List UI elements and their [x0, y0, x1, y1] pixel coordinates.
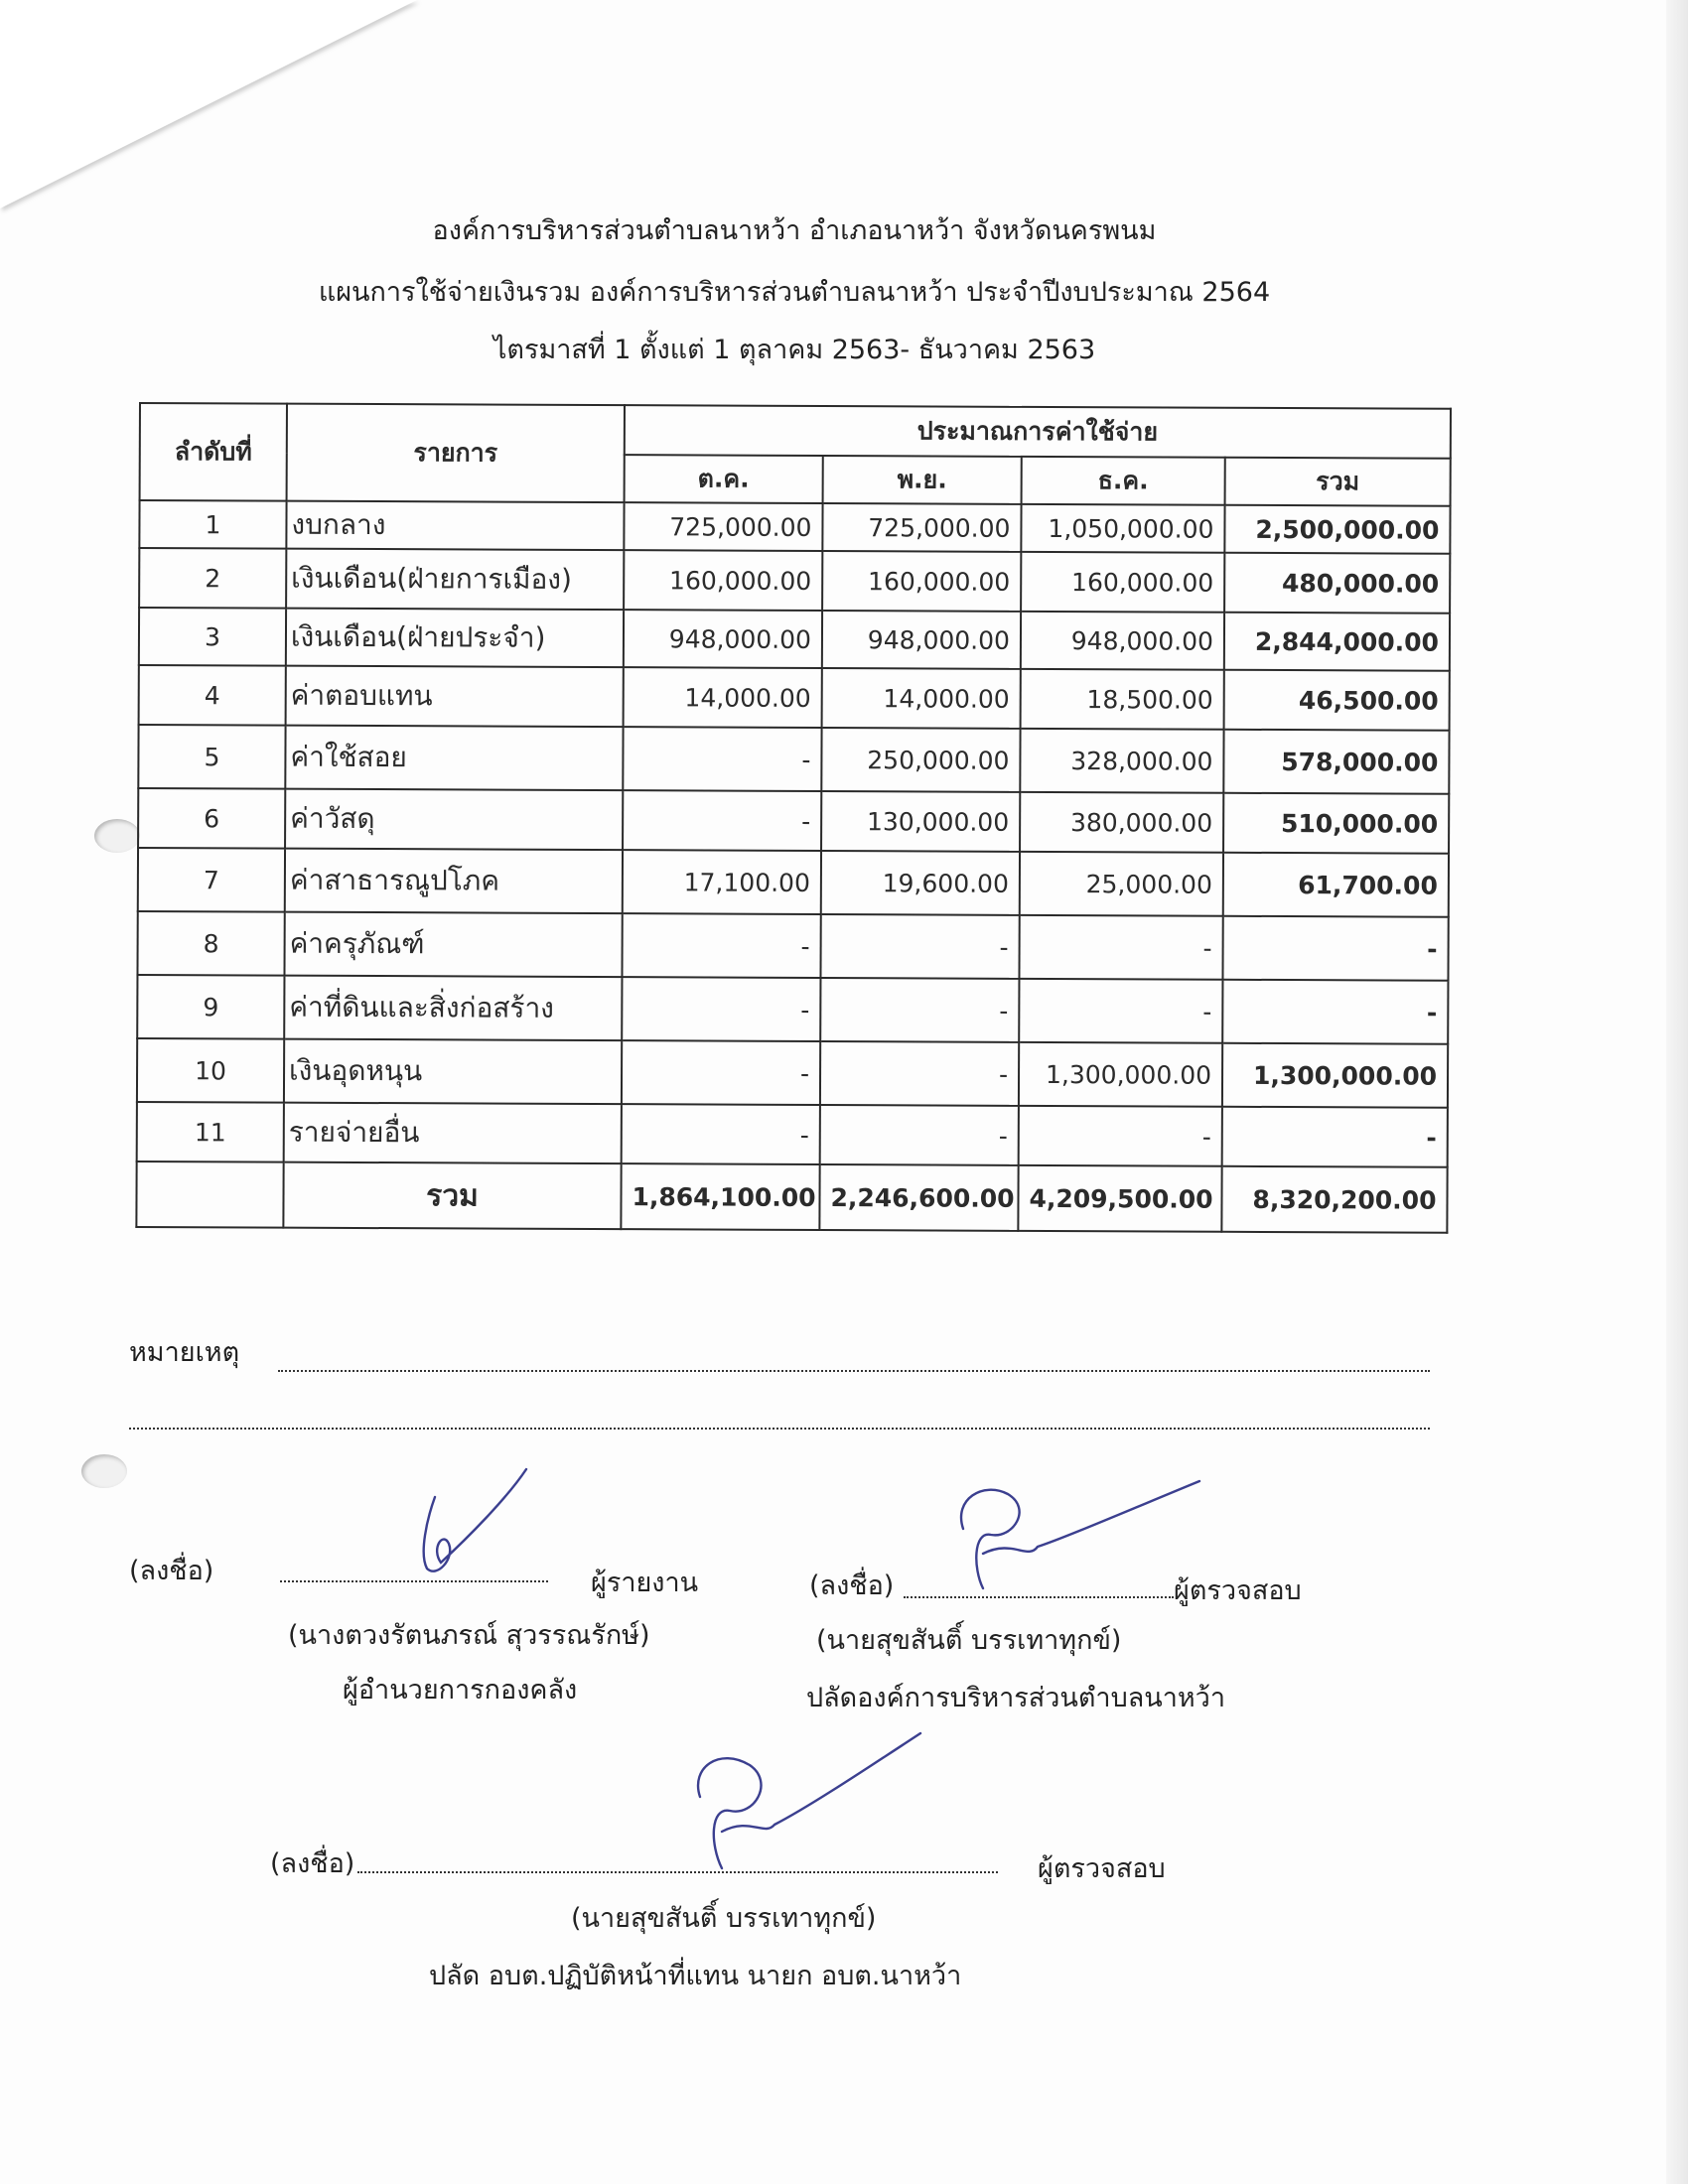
table-row — [137, 911, 1448, 981]
table-row — [138, 848, 1449, 917]
sum-oct: 1,864,100.00 — [621, 1163, 819, 1230]
row-nov: - — [820, 1105, 1019, 1165]
table-row — [138, 788, 1449, 854]
row-oct: 17,100.00 — [623, 850, 821, 914]
row-total: 480,000.00 — [1224, 553, 1450, 614]
approver-position: ปลัด อบต.ปฏิบัติหน้าที่แทน นายก อบต.นาหว้า — [429, 1961, 962, 1991]
row-total: - — [1222, 916, 1448, 981]
row-item: รายจ่ายอื่น — [284, 1103, 622, 1163]
row-total: 2,844,000.00 — [1224, 613, 1450, 671]
row-nov: 19,600.00 — [821, 851, 1020, 915]
row-nov: - — [820, 978, 1019, 1042]
reporter-sign-prefix: (ลงชื่อ) — [129, 1556, 214, 1586]
punch-hole-bottom — [81, 1454, 127, 1488]
row-oct: - — [623, 727, 821, 791]
row-dec: 948,000.00 — [1021, 612, 1224, 670]
row-index: 4 — [139, 665, 286, 726]
row-oct: 14,000.00 — [624, 667, 822, 728]
row-dec: 18,500.00 — [1021, 669, 1224, 730]
table-row — [137, 1038, 1448, 1108]
col-header-oct: ต.ค. — [625, 455, 823, 503]
row-oct: 160,000.00 — [624, 550, 822, 611]
row-dec: 160,000.00 — [1021, 552, 1224, 613]
table-row — [139, 608, 1450, 671]
row-oct: - — [622, 977, 820, 1041]
row-total: 578,000.00 — [1223, 730, 1449, 794]
row-index: 8 — [137, 911, 284, 976]
row-oct: - — [622, 1104, 820, 1164]
checker-name: (นายสุขสันติ์ บรรเทาทุกข์) — [816, 1625, 1122, 1656]
row-index: 6 — [138, 788, 285, 849]
row-nov: - — [820, 914, 1019, 979]
row-oct: 725,000.00 — [624, 502, 822, 551]
col-header-total: รวม — [1225, 458, 1451, 506]
sum-label: รวม — [283, 1162, 621, 1229]
reporter-role: ผู้รายงาน — [591, 1568, 699, 1598]
row-item: ค่าใช้สอย — [285, 726, 623, 790]
col-header-estimate: ประมาณการค่าใช้จ่าย — [625, 405, 1451, 459]
row-dec: - — [1019, 1106, 1222, 1166]
sum-nov: 2,246,600.00 — [819, 1164, 1018, 1231]
row-index: 2 — [139, 548, 286, 609]
row-item: ค่าสาธารณูปโภค — [285, 849, 623, 913]
row-item: ค่าครุภัณฑ์ — [284, 912, 622, 977]
row-nov: - — [820, 1041, 1019, 1106]
col-header-nov: พ.ย. — [823, 456, 1022, 504]
checker-role: ผู้ตรวจสอบ — [1174, 1575, 1302, 1606]
budget-table — [135, 402, 1452, 1234]
row-total: 510,000.00 — [1223, 793, 1449, 854]
reporter-name: (นางตวงรัตนภรณ์ สุวรรณรักษ์) — [288, 1620, 650, 1651]
approver-sign-prefix: (ลงชื่อ) — [270, 1848, 355, 1879]
row-index: 5 — [138, 725, 285, 789]
approver-name: (นายสุขสันติ์ บรรเทาทุกข์) — [571, 1903, 877, 1934]
row-index: 10 — [137, 1038, 284, 1103]
row-total: 2,500,000.00 — [1224, 505, 1450, 554]
row-dec: - — [1019, 979, 1222, 1043]
remarks-dotted-line-1 — [278, 1370, 1430, 1372]
row-dec: 1,050,000.00 — [1021, 504, 1224, 553]
row-index: 1 — [139, 500, 286, 549]
row-nov: 14,000.00 — [822, 668, 1021, 729]
checker-position: ปลัดองค์การบริหารส่วนตำบลนาหว้า — [806, 1683, 1226, 1713]
col-header-dec: ธ.ค. — [1022, 457, 1225, 505]
row-index: 7 — [138, 848, 285, 912]
row-total: 1,300,000.00 — [1222, 1043, 1448, 1108]
row-index: 11 — [137, 1102, 284, 1162]
col-header-item: รายการ — [287, 404, 625, 502]
row-dec: 1,300,000.00 — [1019, 1042, 1222, 1107]
sum-dec: 4,209,500.00 — [1018, 1165, 1221, 1232]
checker-sign-prefix: (ลงชื่อ) — [809, 1570, 895, 1601]
table-row — [139, 665, 1450, 731]
table-row — [139, 500, 1450, 554]
row-oct: 948,000.00 — [624, 610, 822, 668]
row-total: 61,700.00 — [1223, 853, 1449, 917]
table-sum-row — [136, 1161, 1447, 1233]
folded-corner — [0, 0, 417, 208]
table-row — [139, 548, 1450, 614]
checker-signature-image — [943, 1469, 1211, 1598]
sum-total: 8,320,200.00 — [1221, 1166, 1447, 1233]
approver-role: ผู้ตรวจสอบ — [1038, 1853, 1166, 1884]
header-org-line: องค์การบริหารส่วนตำบลนาหว้า อำเภอนาหว้า จังหวัดนครพนม — [432, 215, 1157, 246]
row-nov: 725,000.00 — [822, 503, 1021, 552]
remarks-dotted-line-2 — [129, 1428, 1430, 1430]
col-header-index: ลำดับที่ — [140, 403, 287, 501]
row-total: - — [1222, 980, 1448, 1044]
row-dec: 380,000.00 — [1020, 792, 1223, 853]
row-item: ค่าที่ดินและสิ่งก่อสร้าง — [284, 976, 622, 1040]
row-nov: 160,000.00 — [822, 551, 1021, 612]
row-item: งบกลาง — [286, 501, 624, 550]
row-oct: - — [622, 913, 820, 978]
sum-index-empty — [136, 1161, 283, 1228]
row-total: - — [1222, 1107, 1448, 1167]
approver-signature-image — [680, 1727, 928, 1876]
row-oct: - — [622, 1040, 820, 1105]
row-nov: 948,000.00 — [822, 611, 1021, 669]
row-oct: - — [623, 790, 821, 851]
row-total: 46,500.00 — [1224, 670, 1450, 731]
row-index: 9 — [137, 975, 284, 1039]
table-row — [137, 975, 1448, 1044]
table-row — [138, 725, 1449, 794]
remarks-label: หมายเหตุ — [129, 1337, 240, 1368]
row-index: 3 — [139, 608, 286, 666]
row-nov: 130,000.00 — [821, 791, 1020, 852]
punch-hole-top — [94, 819, 140, 853]
header-quarter-line: ไตรมาสที่ 1 ตั้งแต่ 1 ตุลาคม 2563- ธันวาคม 2563 — [492, 335, 1096, 365]
row-item: ค่าตอบแทน — [286, 666, 624, 727]
row-item: เงินอุดหนุน — [284, 1039, 622, 1104]
row-dec: 25,000.00 — [1020, 852, 1223, 916]
reporter-signature-image — [397, 1459, 556, 1588]
reporter-position: ผู้อำนวยการกองคลัง — [343, 1675, 578, 1706]
row-nov: 250,000.00 — [821, 728, 1020, 792]
page-edge-shadow — [1666, 0, 1688, 2184]
row-item: ค่าวัสดุ — [285, 789, 623, 850]
row-dec: - — [1019, 915, 1222, 980]
row-dec: 328,000.00 — [1020, 729, 1223, 793]
header-plan-line: แผนการใช้จ่ายเงินรวม องค์การบริหารส่วนตำบลนาหว้า ประจำปีงบประมาณ 2564 — [318, 277, 1271, 308]
row-item: เงินเดือน(ฝ่ายประจำ) — [286, 609, 624, 667]
row-item: เงินเดือน(ฝ่ายการเมือง) — [286, 549, 624, 610]
table-row — [137, 1102, 1448, 1167]
